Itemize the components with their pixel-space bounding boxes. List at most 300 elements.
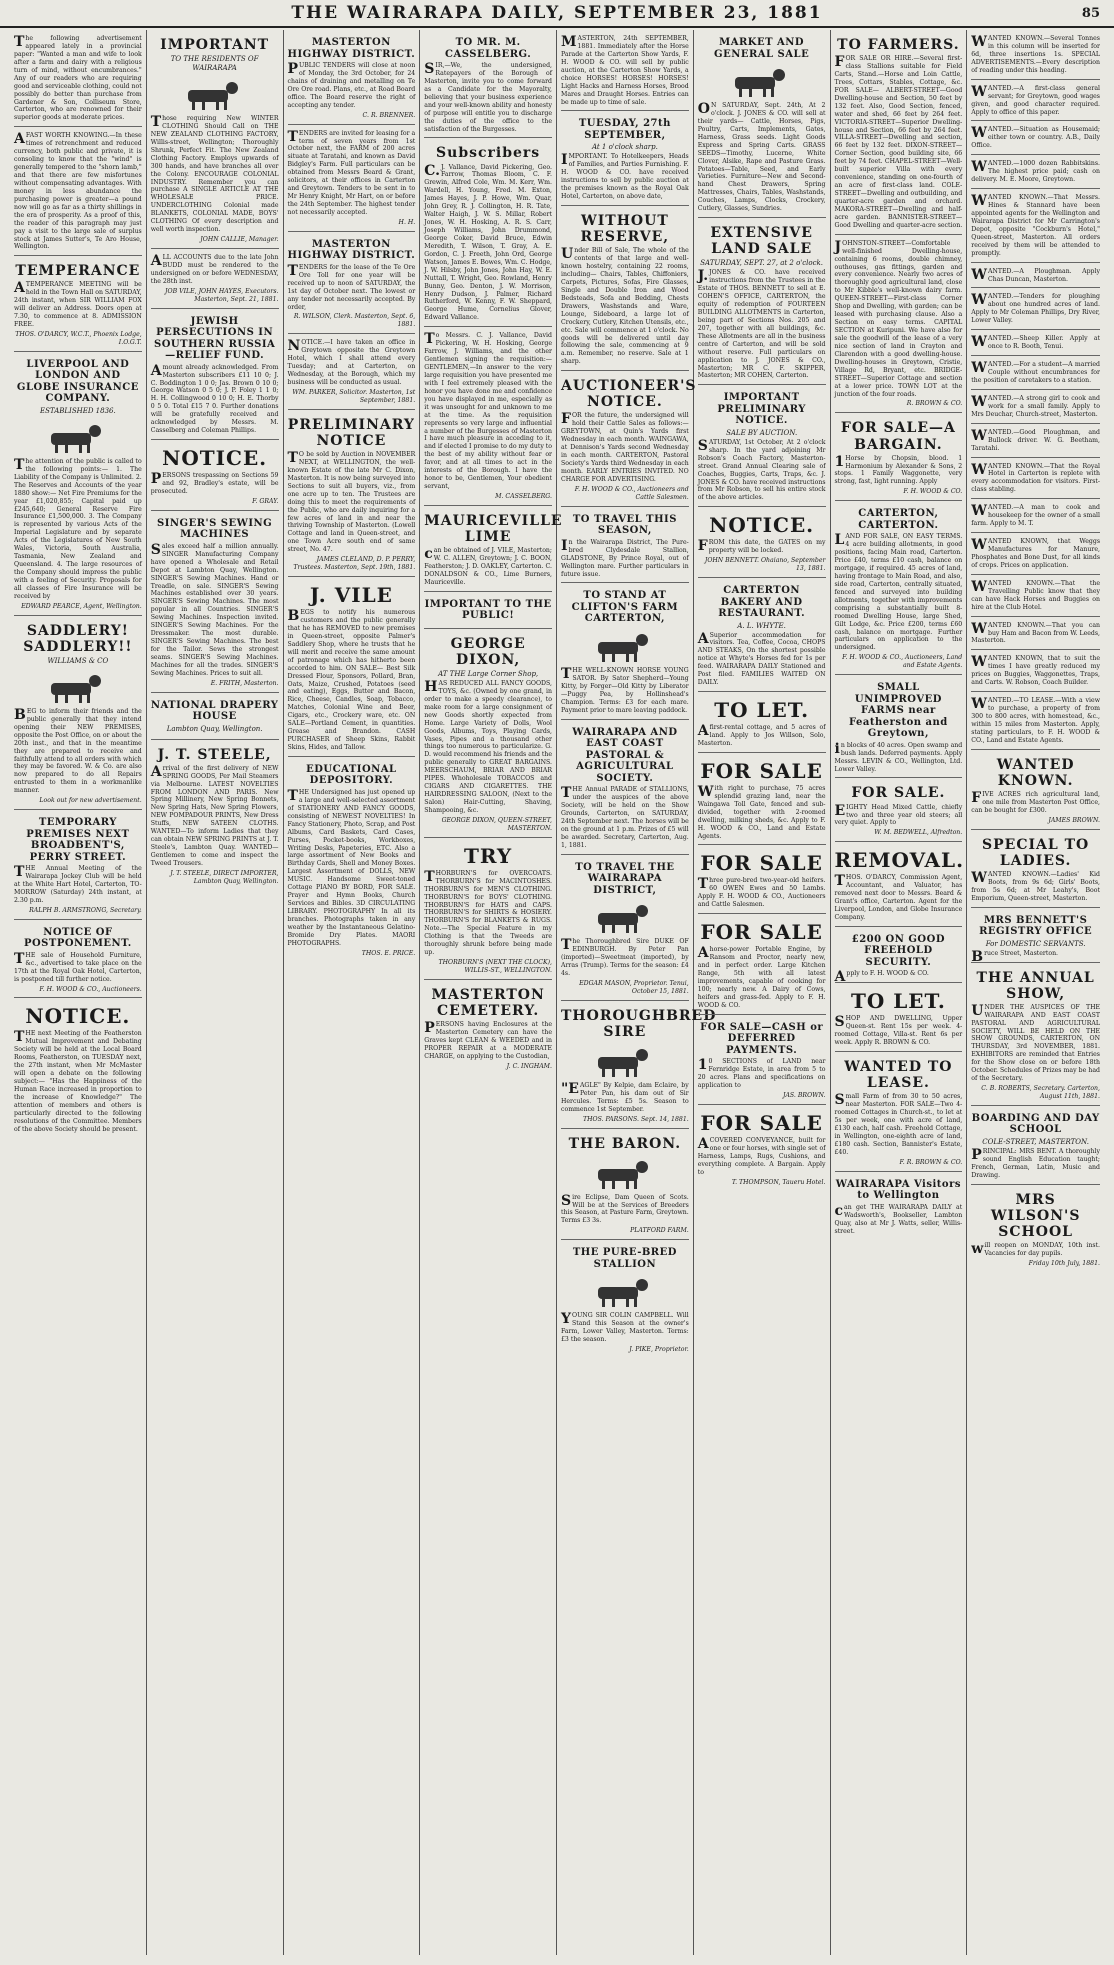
advertisement [288,32,416,125]
advertisement [288,127,416,232]
ad-signature: W. M. BEDWELL, Alfredton. [874,829,963,837]
ad-heading: MASTERTON HIGHWAY DISTRICT. [287,37,416,60]
ad-heading: FOR SALE—A BARGAIN. [840,420,956,453]
ad-body: ON SATURDAY, Sept. 24th, At 2 o'clock. J. JONES & CO. will sell at their yards— Cattle, Horses, Pigs, Poultry, Carts, Implements, Gates, Harness, Grass seeds. Light Goods Express and Spring Carts. GRASS SEEDS—Timothy, Lucerne, White Clover, Alsike, Rape and Pasture Grass. Potatoes—Table, Seed, and Early Varieties. Furniture—New and Second-hand Chest Drawers, Spring Mattresses, Chairs, Tables, Washstands, Couches, Lamps, Clocks, Crockery, Cutlery, Glasses, Sundries. [697,101,826,213]
ad-signature: EDWARD PEARCE, Agent, Wellington. [21,602,142,610]
advertisement [424,508,563,592]
ad-body: Afirst-rental cottage, and 5 acres of land. Apply to Jos Willson, Solo, Masterton. [697,723,826,747]
ad-heading: FOR SALE—CASH or DEFERRED PAYMENTS. [700,1021,824,1056]
ad-signature: JOB VILE, JOHN HAYES, Executors. Masterton, Sept. 21, 1881. [165,287,279,303]
ad-body: WANTED KNOWN, that to suit the times I have greatly reduced my prices on Buggies, Waggonettes, Traps, and Carts. W. Robson, Coach Builder. [971,654,1100,687]
ad-heading: WAIRARAPA Visitors to Wellington [835,1178,961,1202]
ad-body: Apply to F. H. WOOD & CO. [834,969,929,986]
advertisement [698,32,826,218]
engraving-illustration [43,419,113,455]
advertisement [835,1174,963,1240]
columns-container [10,30,1104,1955]
ad-heading: MASTERTON CEMETERY. [431,986,545,1020]
advertisement [835,415,963,501]
ad-heading: THE PURE-BRED STALLION [572,1247,677,1270]
advertisement [151,32,279,249]
advertisement [151,442,279,511]
ad-signature: JAS. BROWN. [782,1091,826,1099]
ad-body: SHOP AND DWELLING, Upper Queen-st. Rent 15s per week. 4-roomed Cottage, Villa-st. Rent 6s per week. Apply R. BROWN & CO. [834,1014,963,1047]
advertisement [971,265,1100,289]
ad-body: The attention of the public is called to the following points:— 1. The Liability of the Company is Unlimited. 2. The Reserves and Accounts of the year 1880 show:— Net Fire Premiums for the year £1,020,855; Capital paid up £245,640; General Reserve Fire Insurance £1,500,000. 3. The Company is represented by various Acts of the Imperial Legislature and by separate Acts of the Legislatures of New South Wales, Victoria, South Australia, Tasmania, New Zealand and Queensland. 4. The large resources of the Company should impress the public with a feeling of Security. Proposals for all classes of Fire Insurance will be received by [14,456,142,600]
advertisement [971,535,1100,575]
ad-body: 10 SECTIONS of LAND near Fernridge Estate, in area from 5 to 20 acres. Plans and specifications on application to [697,1057,826,1090]
advertisement [14,618,142,810]
column-5 [557,30,717,1955]
newspaper-title: THE WAIRARAPA DAILY, SEPTEMBER 23, 1881 [291,3,823,23]
advertisement [424,594,552,629]
advertisement [835,32,963,235]
ad-signature: RALPH B. ARMSTRONG, Secretary. [29,906,142,914]
advertisement [14,129,142,256]
advertisement [834,929,963,986]
ad-heading: PRELIMINARY NOTICE [287,416,415,449]
advertisement [698,1107,826,1191]
ad-body: WANTED.—TO LEASE.—With a view to purchase, a property of from 300 to 800 acres, with homestead, &c., within 15 miles from Masterton. Apply, stating particulars, to F. H. WOOD & CO., Land and Estate Agents. [971,696,1100,744]
column-6 [694,30,831,1955]
advertisement [971,619,1100,651]
ad-signature: F. H. WOOD & CO., Auctioneers and Cattle Salesmen. [574,485,689,501]
ad-subheading: SATURDAY, SEPT. 27, at 2 o'clock. [700,259,823,268]
ad-body: WANTED KNOWN.—Ladies' Kid Boots, from 9s 6d; Girls' Boots, from 5s 6d; at Mr Leahy's, Boot Emporium, Queen-street, Masterton. [971,869,1100,902]
ad-body: PRINCIPAL: MRS BENT. A thoroughly sound English Education taught; French, German, Latin, Music and Drawing. [971,1146,1100,1179]
ad-signature: R. WILSON, Clerk. Masterton, Sept. 6, 1881. [293,313,416,329]
ad-body: The following advertisement appeared lately in a provincial paper: "Wanted a man and wife to look after a farm and dairy with a religious turn of mind, without encumbrances." Any of our readers who are requiring good and serviceable clothing, could not possibly do better than purchase from Gardener & Son, Colliseum Store, Carterton, who are renowned for their superior goods at moderate prices. [14,34,142,122]
ad-body: FROM this date, the GATES on my property will be locked. [697,538,826,555]
ad-body: J.JONES & CO. have received instructions from the Trustees in the Estate of THOS. BENNETT to sell at E. COHEN'S OFFICE, CARTERTON, the equity of redemption of FOURTEEN BUILDING ALLOTMENTS in Carterton, being part of Sections Nos. 205 and 207, together with all buildings, &c. These Allotments are all in the business centre of Carterton, and will be sold without reserve. Full particulars on application to J. JONES & CO., Masterton; MR C. F. SKIPPER, Masterton; MR COHEN, Carterton. [697,268,826,380]
engraving-illustration [727,63,797,99]
advertisement [698,755,826,846]
ad-signature: F. H. WOOD & CO., Auctioneers, Land and Estate Agents. [842,654,963,670]
ad-body: AFAST WORTH KNOWING.—In these times of retrenchment and reduced currency, both public and private, it is consoling to know that the "wind" is generally tempered to the "shorn lamb," and that there are few misfortunes without compensating advantages. With money in less abundance the purchasing power is greater—a pound now will go as far as a thirty shillings in the era of prosperity. As a proof of this, the reader of this paragraph may just pay a visit to the large sale of surplus stock at James Sutter's, Te Aro House, Wellington. [14,131,142,251]
ad-body: THOS. O'DARCY, Commission Agent, Accountant, and Valuator, has removed next door to Messrs. Beard & Grant's office, Carterton. Agent for the Liverpool, London, and Globe Insurance Company. [834,873,963,921]
ad-signature: Friday 10th July, 1881. [1028,1259,1100,1267]
ad-subheading: WILLIAMS & CO [47,656,109,665]
advertisement [561,722,689,855]
ad-body: HAS REDUCED ALL FANCY GOODS, TOYS, &c. (Owned by one grand, in order to make a speedy clearance), to make room for a large consignment of new Goods shortly expected from Home. Large Variety of Dolls, Wool Goods, Albums, Toys, Playing Cards, Vases, Pipes and a thousand other things too numerous to particularize. G. D. would recommend his friends and the public generally to GREAT BARGAINS. MEERSCHAUM, BRIAR AND BRIAR PIPES. Whoholesale TOBACCOS and CIGARS AND CIGARETTES. THE HAIRDRESSING SALOON, (Next to the Salon) Hair-Cutting, Shaving, Shampooing, &c. [424,678,552,814]
ad-body: WANTED KNOWN.—Several Tonnes in this column will be inserted for 6d, three insertions 1s. SPECIAL ADVERTISEMENTS.—Every description of reading under this heading. [971,34,1100,74]
ad-subheading: For DOMESTIC SERVANTS. [985,939,1086,948]
column-2 [147,30,284,1955]
advertisement [14,1000,142,1137]
advertisement [14,258,142,352]
ad-body: C.J. Vallance, David Pickering, Geo. Farrow, Thomas Bloom, C. F. Grewin, Alfred Cole, Wm. M. Kerr, Wm. Wardell, H. Young, Fred. M. Exton, James Hayes, J. P. Howe, Wm. Quar, John Grey, R. J. Collington, H. R. Tate, Walter Haigh, J. W. S. Millar, Robert Jones, W. H. Hosking, A. R. S. Carr, Joseph Williams, John Drummond, George Coker, David Bruce, Edwin Meredith, T. Wilson, T. Gray, A. E. Gordon, C. J. Freeth, John Ord, George Watson, James E. Bowes, Wm. C. Hodge, J. W. Hilsby, John Jones, John Hay, W. E. Nuttall, T. Wright, Geo. Rowland, Henry Bunny, Geo. Denton, J. W. Morrison, Henry Dudson, J. Palmer, Richard Rutherford, W. Kenny, F. W. Sheppard, George Hume, Cornelius Glover, Edward Vallance. [424,162,552,322]
advertisement [424,140,552,327]
ad-heading: THE BARON. [568,1135,682,1152]
advertisement [971,290,1100,330]
ad-subheading: SALE BY AUCTION. [726,428,798,437]
engraving-illustration [590,1273,660,1309]
advertisement [971,752,1100,830]
ad-signature: JAMES CLELAND, D. P. PERRY, Trustees. Masterton, Sept. 19th, 1881. [293,556,416,572]
ad-body: 1Horse by Chopsin, blood. 1 Harmonium by Alexander & Sons, 2 stops. 1 Family Waggonette, very strong, fast, light running. Apply [834,453,963,486]
ad-body: THE Annual Meeting of the Wairarapa Jockey Club will be held at the White Hart Hotel, Carterton, TO-MORROW (Saturday) 24th instant, at 2.30 p.m. [14,864,142,904]
ad-heading: TO TRAVEL THE WAIRARAPA DISTRICT, [575,861,675,896]
ad-heading: MASTERTON HIGHWAY DISTRICT. [287,238,416,262]
advertisement [424,631,552,838]
ad-body: FOR the future, the undersigned will hold their Cattle Sales as follows:— GREYTOWN, at Quin's Yards first Wednesday in each month. WAINGAWA, at Dennison's Yards second Wednesday in each month. CARTERTON, Pastoral Society's Yards third Wednesday in each month. EARLY ENTRIES INVITED. NO CHARGE FOR ADVERTISING. [561,411,689,483]
ad-heading: EDUCATIONAL DEPOSITORY. [306,763,397,787]
ad-signature: Look out for new advertisement. [39,797,142,805]
ad-body: BEG to inform their friends and the public generally that they intend opening their NEW PREMISES, opposite the Post Office, on or about the 20th inst., and that in the meantime they are prepared to receive and faithfully attend to all orders with which they may be favored. W. & Co. are also now prepared to do all Repairs entrusted to them in a workmanlike manner. [14,706,142,795]
ad-signature: THOS. O'DARCY, W.C.T., Phoenix Lodge, I.O.G.T. [15,331,142,347]
ad-heading: J. T. STEELE, [157,746,272,763]
ad-signature: F. H. WOOD & CO. [903,488,963,496]
advertisement [835,985,963,1052]
advertisement [424,32,552,138]
advertisement [971,191,1100,263]
advertisement [971,123,1100,155]
ad-body: UNDER THE AUSPICES OF THE WAIRARAPA AND EAST COAST PASTORAL AND AGRICULTURAL SOCIETY, WILL BE HELD ON THE SHOW GROUNDS, CARTERTON, ON THURSDAY, 3rd NOVEMBER, 1881. EXHIBITORS are reminded that Entries for the Show close on or before 18th October. Schedules of Prizes may be had of the Secretary. [971,1002,1100,1083]
ad-signature: JAMES BROWN. [1048,816,1100,824]
ad-body: THE next Meeting of the Featherston Mutual Improvement and Debating Society will be held at the Local Board Rooms, Featherston, on TUESDAY next, the 27th instant, when Mr McMaster will open a debate on the following subject:— "Has the Happiness of the Human Race increased in proportion to the increase of Knowledge?" The attention of members and others is particularly directed to the following resolutions of the Committee. Members of the above Society should be present. [14,1029,142,1133]
ad-signature: R. BROWN & CO. [906,400,963,408]
advertisement [835,844,963,927]
advertisement [151,251,279,309]
ad-heading: NOTICE. [25,1004,131,1029]
ad-body: "EAGLE" By Kelpie, dam Eclaire, by Peter Pan, his dam out of Sir Hercules. Terms: £5 5s. Season to commence 1st September. [561,1080,689,1113]
ad-heading: EXTENSIVE LAND SALE [710,225,813,258]
ad-heading: LIVERPOOL AND LONDON AND GLOBE INSURANCE COMPANY. [16,358,139,405]
ad-heading: TO LET. [714,698,810,723]
ad-body: PERSONS trespassing on Sections 59 and 92, Bradley's estate, will be prosecuted. [150,471,279,495]
ad-body: WANTED.—A Ploughman. Apply Chas Duncan, Masterton. [971,266,1100,283]
ad-signature: M. CASSELBERG. [495,493,552,501]
advertisement [561,32,689,111]
ad-body: TO be sold by Auction in NOVEMBER NEXT, at WELLINGTON, the well-known Estate of the late Mr C. Dixon, Masterton. It is now being surveyed into Sections to suit all buyers, viz., from one acre up to ten. The Trustees are doing this to meet the requirements of the Public, who are daily inquiring for a few acres of land in and near the thriving Township of Masterton. (Lowell Cottage and land in Queen-street, and one Town Acre south end of same street, No. 47. [287,450,416,554]
ad-heading: WITHOUT RESERVE, [580,213,670,246]
ad-heading: TRY [464,843,513,868]
ad-signature: WM. PARKER, Solicitor. Masterton, 1st September, 1881. [292,388,416,404]
ad-body: WANTED.—Good Ploughman, and Bullock driver. W. G. Beetham, Taratahi. [971,427,1100,452]
advertisement [14,354,142,616]
ad-signature: JOHN CALLIE, Manager. [200,236,279,244]
ad-body: WANTED KNOWN.—That you can buy Ham and Bacon from W. Leeds, Masterton. [971,620,1100,645]
column-4 [420,30,563,1955]
ad-signature: E. FRITH, Masterton. [210,679,279,687]
ad-heading: FOR SALE [700,758,823,783]
ad-signature: EDGAR MASON, Proprietor. Tenui, October 15, 1881. [579,979,689,995]
ad-body: THE WELL-KNOWN HORSE YOUNG SATOR. By Sator Shepherd—Young Kitty, by Forger—Old Kitty by Liberator—Puggy Pea, by Hollinshead's Champion. Terms: £3 for each mare. Payment prior to mare leaving paddock. [561,665,689,714]
advertisement [424,982,552,1075]
advertisement [835,780,963,842]
ad-heading: THE ANNUAL SHOW, [976,969,1095,1002]
ad-subheading: AT THE Large Corner Shop, [438,670,539,679]
ad-body: NOTICE.—I have taken an office in Greytown opposite the Greytown Hotel, which I shall attend every Tuesday; and at Carterton, on Wednesday, at the Borough, which my business will be conducted as usual. [287,338,416,386]
advertisement [288,759,416,962]
ad-heading: FOR SALE. [851,785,946,802]
advertisement [561,585,689,719]
ad-heading: SINGER'S SEWING MACHINES [157,517,273,541]
ad-signature: J. PIKE, Proprietor. [629,1346,689,1354]
advertisement [698,509,826,578]
advertisement [151,695,279,740]
ad-body: FOR SALE OR HIRE.—Several first-class Stallions suitable for Field Carts, Stand.—Horse and Loin Cattle, Trees, Cottars, Stables, Cottage, &c. FOR SALE— ALBERT-STREET—Good Dwelling-house and Section, 50 feet by 132 feet. Also, Good Section, fenced, water and shed, 66 feet by 264 feet. VICTORIA-STREET—Superior Dwelling-house and Section, 66 feet by 264 feet. VILLA-STREET—Dwelling and section, 66 feet by 132 feet. DIXON-STREET—Corner Section, good building site, 66 feet by 74 feet. CHAPEL-STREET—Well-built superior Villa with every convenience, standing on one-fourth of an acre of first-class land. COLE-STREET—Dwelling and outbuilding, and quarter-acre garden and orchard. MAKORA-STREET—Dwelling and half-acre garden. BANNISTER-STREET—Good Dwelling and quarter-acre section. [834,54,963,229]
ad-body: Under Bill of Sale, The whole of the contents of that large and well-known hostelry, containing 22 rooms, including— Chairs, Tables, Chiffoniers, Carpets, Pictures, Sofas, Fire Glasses, Single and Double Iron and Wood Bedsteads, Sofa and Bedding, Chests Drawers, Washstands and Ware, Lounge, Sideboard, a large lot of Crockery, Cutlery, Kitchen Utensils, etc., etc. Sale will commence at 1 o'clock. No goods will be delivered until day following the sale, commencing at 9 a.m. Remember, no reserve. Sale at 1 sharp. [561,246,689,366]
ad-signature: THORBURN'S (NEXT THE CLOCK), WILLIS-ST., WELLINGTON. [438,959,552,975]
ad-body: JOHNSTON-STREET—Comfortable well-finished Dwelling-house, containing 6 rooms, double chimney, outhouses, gas fittings, garden and every convenience. Nearly two acres of thoroughly good agricultural land, close to Mr Kibble's well-known dairy farm. QUEEN-STREET—First-class Corner Shop and Dwelling, with garden; can be leased with purchasing clause. Also a Section on easy terms. CAPITAL SECTION at Kuripuni. We have also for sale the goodwill of the lease of a very nice section of land in Crayton and Clarendon with a good dwelling-house. Dwelling-houses in Greytown, Cristie, Village Rd, Bryant, etc. BRIDGE-STREET—Superior Cottage and section at a lower price. TOWN LOT at the junction of the four roads. [834,238,963,398]
ad-body: THE Annual PARADE of STALLIONS, under the auspices of the above Society, will be held on the Show Grounds, Carterton, on SATURDAY, 24th September next. The horses will be on the ground at 1 p.m. Prizes of £5 will be awarded. Secretary, Carterton, Aug. 1, 1881. [561,785,689,849]
ad-body: Three pure-bred two-year-old heifers. 60 OWEN Ewes and 50 Lambs. Apply F. H. WOOD & CO., Auctioneers and Cattle Salesmen. [697,876,826,909]
ad-heading: NATIONAL DRAPERY HOUSE [150,699,279,723]
ad-body: Bruce Street, Masterton. [971,948,1059,965]
ad-signature: F. R. BROWN & CO. [899,1158,963,1166]
ad-signature: PLATFORD FARM. [630,1227,689,1235]
ad-heading: FOR SALE [700,920,823,945]
masthead [0,0,1114,28]
ad-heading: MARKET AND GENERAL SALE [714,37,810,60]
advertisement [561,1242,689,1358]
advertisement [14,922,142,999]
ad-heading: THOROUGHBRED SIRE [561,1007,717,1040]
advertisement [698,916,826,1015]
ad-heading: IMPORTANT TO THE PUBLIC! [424,598,552,622]
advertisement [971,910,1100,963]
advertisement [561,509,689,584]
ad-body: Small Farm of from 30 to 50 acres, near Masterton. FOR SALE—Two 4-roomed Cottages in Church-st., to let at 5s per week, one with acre of land, £130 each, half cash. Freehold Cottage, in Wellington, one-eighth acre of land, £180 cash. Section, Bannister's Estate, £40. [834,1092,963,1156]
advertisement [835,677,963,778]
advertisement [971,501,1100,533]
ad-heading: BOARDING AND DAY SCHOOL [971,1112,1100,1136]
ad-body: MASTERTON, 24th SEPTEMBER, 1881. Immediately after the Horse Parade at the Carterton Show Yards, F. H. WOOD & CO. will sell by public auction, at the Carterton Show Yards, a choice HORSES! HORSES! HORSES! Light Hacks and Harness Horses, Brood Mares and Draught Horses. Entries can be made up to time of sale. [561,34,689,106]
ad-body: PERSONS having Enclosures at the Masterton Cemetery can have the Graves kept CLEAN & WEEDED and in PROPER REPAIR at a MODERATE CHARGE, on applying to the Custodian, [424,1020,552,1060]
ad-body: ASuperior accommodation for visitors. Tea, Coffee, Cocoa, CHOPS AND STEAKS, On the shortest possible notice at Whyte's Horses fed for 1s per feed. WAIRARAPA DAILY Stationed and Post filed. FAMILIES WAITED ON DAILY. [697,630,826,687]
advertisement [288,579,416,757]
ad-heading: TEMPERANCE [15,263,141,280]
ad-signature: T. THOMPSON, Taueru Hotel. [731,1178,826,1186]
ad-signature: C. R. BRENNER. [362,111,416,119]
advertisement [561,1003,717,1129]
advertisement [971,652,1100,692]
advertisement [971,1108,1100,1185]
advertisement [698,387,826,507]
ad-body: YOUNG SIR COLIN CAMPBELL. Will Stand this Season at the owner's Farm, Lower Valley, Masterton. Terms: £3 the season. [561,1311,689,1344]
advertisement [971,157,1100,189]
ad-body: With right to purchase, 75 acres splendid grazing land, near the Waingawa Toll Gate, fenced and sub-divided, together with 2-roomed dwelling, milking sheds, &c. Apply to F. H. WOOD & CO., Land and Estate Agents. [697,783,826,840]
ad-heading: FOR SALE [700,1110,823,1135]
ad-heading: NOTICE. [709,513,815,538]
ad-body: SIR,—We, the undersigned, Ratepayers of the Borough of Masterton, invite you to come forward as a Candidate for the Mayoralty, believing that your business experience and your well-known ability and honesty of purpose will entitle you to discharge the duties of the office to the satisfaction of the Burgesses. [424,61,552,133]
ad-body: IMPORTANT. To Hotelkeepers, Heads of Families, and Parties Furnishing. F. H. WOOD & CO. have received instructions to sell by public auction at the premises known as the Royal Oak Hotel, Carterton, on above date, [561,152,689,201]
ad-body: WANTED KNOWN, that Weggs Manufactures for Manure, Phosphates and Bone Dust, for all kinds of crops. Prices on application. [971,537,1100,569]
ad-body: WANTED.—1000 dozen Rabbitskins. The highest price paid; cash on delivery. M. E. Moore, Greytown. [971,159,1100,184]
ad-heading: TO MR. M. CASSELBERG. [445,37,532,60]
engraving-illustration [590,1043,660,1079]
engraving-illustration [180,76,250,112]
ad-heading: GEORGE DIXON, [450,635,526,668]
ad-heading: CARTERTON, CARTERTON. [858,508,939,531]
ad-signature: J. C. INGHAM. [506,1062,552,1070]
advertisement [971,577,1100,617]
ad-body: SATURDAY, 1st October, At 2 o'clock sharp. In the yard adjoining Mr Robson's Coach Factory, Masterton-street. Grand Annual Clearing sale of Coaches, Buggies, Carts, Traps, &c. J. JONES & CO. have received instructions from Mr Robson, to sell his entire stock of the above articles. [697,437,826,502]
ad-subheading: Lambton Quay, Wellington. [166,724,263,733]
ad-body: Arrival of the first delivery of NEW SPRING GOODS, Per Mail Steamers via Melbourne. LATEST NOVELTIES FROM LONDON AND PARIS. New Spring Millinery, New Spring Bonnets, New Spring Hats, New Spring Flowers, NEW POMPADOUR PRINTS, New Dress Stuffs, NEW SATEEN CLOTHS. WANTED—To inform Ladies that they can obtain NEW SPRING PRINTS at J. T. Steele's, Lambton Quay. WANTED—Gentlemen to come and inspect the Tweed Trousers. [150,763,279,867]
ad-heading: MRS WILSON'S SCHOOL [990,1191,1081,1240]
ad-heading: NOTICE OF POSTPONEMENT. [23,926,132,950]
ad-heading: TO STAND AT CLIFTON'S FARM CARTERTON, [571,590,679,625]
advertisement [698,220,826,385]
ad-signature: F. GRAY. [252,497,279,505]
advertisement [835,503,963,675]
ad-body: WANTED.—Tenders for ploughing about one hundred acres of land. Apply to Mr Coleman Phillips, Dry River, Lower Valley. [971,292,1100,325]
engraving-illustration [590,628,660,664]
ad-heading: TO LET. [850,989,946,1014]
ad-subheading: At 1 o'clock sharp. [591,143,658,152]
ad-body: TENDERS for the lease of the Te Ore Ore Toll for one year will be received up to noon of SATURDAY, the 1st day of October next. The lowest or any tender not necessarily accepted. By order, [287,262,416,311]
ad-body: WANTED KNOWN.—That Messrs. Hines & Stannard have been appointed agents for the Wellington and Wairarapa District for Mr Carrington's Depot, opposite "Cockburn's Hotel," Queen-street, Masterton. All orders received by them will be attended to promptly. [971,193,1100,257]
ad-body: can be obtained of J. VILE, Masterton; W. C. ALLEN, Greytown; J. C. BOON, Featherston; J. D. OAKLEY, Carterton. C. DONALDSON & CO., Lime Burners, Mauriceville. [424,546,552,586]
ad-subheading: COLE-STREET, MASTERTON. [982,1137,1089,1146]
advertisement [288,412,416,577]
ad-signature: J. T. STEELE, DIRECT IMPORTER, Lambton Quay, Wellington. [170,869,279,885]
ad-heading: WANTED KNOWN. [996,756,1075,789]
advertisement [561,373,697,507]
ad-body: WANTED.—A first-class general servant; for Greytown, good wages given, and good character required. Apply to office of this paper. [971,83,1100,116]
ad-subheading: ESTABLISHED 1836. [40,406,116,415]
ad-body: FIVE ACRES rich agricultural land, one mile from Masterton Post Office, can be bought for £300. [971,789,1100,814]
ad-heading: SMALL UNIMPROVED FARMS near Featherston and Greytown, [848,682,948,740]
ad-heading: TO FARMERS. [837,37,960,53]
ad-body: LAND FOR SALE, ON EASY TERMS. 4 acre building allotments, in good positions, facing Main road, Carterton. Price £40, terms £10 cash, balance on mortgage, if required. 45 acres of land, having frontage to Main Road, and also, side road, Carterton, centrally situated, fenced and surveyed into building allotments, together with improvements comprising a substantially built 8-roomed Dwelling House, large Shed, Gilt Lodge, &c. Price £200, terms £60 cash, balance on mortgage. Further particulars on application to the undersigned. [834,532,963,652]
ad-signature: GEORGE DIXON, QUEEN-STREET, MASTERTON. [441,816,552,832]
ad-body: WANTED.—A man to cook and housekeep for the owner of a small farm. Apply to M. T. [971,503,1100,528]
ad-body: THORBURN'S for OVERCOATS. THORBURN'S for MACINTOSHES. THORBURN'S for MEN'S CLOTHING. THORBURN'S for BOYS' CLOTHING. THORBURN'S for HATS and CAPS. THORBURN'S for SHIRTS & HOSIERY. THORBURN'S for BLANKETS & RUGS. Note.—The Special Feature in my Clothing is that the Tweeds are thoroughly shrunk before being made up. [424,868,552,957]
ad-heading: J. VILE [309,583,393,608]
advertisement [698,847,826,914]
ad-body: WANTED KNOWN.—That the Royal Hotel in Carterton is replete with every accommodation for visitors. First-class stabling. [971,461,1100,494]
ad-heading: TO TRAVEL THIS SEASON, [572,513,677,537]
advertisement [151,513,279,693]
advertisement [151,742,279,890]
ad-body: ALL ACCOUNTS due to the late John BUDD must be rendered to the undersigned on or before WEDNESDAY, the 28th inst. [150,253,279,285]
advertisement [698,1017,826,1105]
ad-body: Sire Eclipse, Dam Queen of Scots. Will be at the Services of Breeders this Season, at Pasture Farm, Greytown. Terms £3 3s. [561,1192,689,1225]
column-7 [831,30,968,1955]
engraving-illustration [590,1155,660,1191]
advertisement [971,965,1100,1106]
ad-body: will reopen on MONDAY, 10th inst. Vacancies for day pupils. [971,1240,1100,1257]
advertisement [971,358,1100,390]
ad-body: TENDERS are invited for leasing for a term of seven years from 1st October next, the FARM of 200 acres situate at Taratahi, and known as David Bidgley's Farm. Full particulars can be obtained from Messrs Beard & Grant, solicitors, at their offices in Carterton and Greytown. Tenders to be sent in to Mr Henry Knight, Mr Hart, on or before the 24th September. The highest tender not necessarily accepted. [287,128,416,216]
ad-signature: H. H. [398,218,416,226]
advertisement [561,1131,689,1241]
ad-body: in blocks of 40 acres. Open swamp and bush lands. Deferred payments. Apply Messrs. LEVIN & CO., Wellington, Ltd. Lower Valley. [834,740,963,773]
ad-heading: WANTED TO LEASE. [844,1059,953,1092]
ad-heading: SPECIAL TO LADIES. [982,836,1090,869]
advertisement [971,832,1100,908]
column-3 [284,30,421,1955]
ad-body: WANTED.—A strong girl to cook and work for a small family. Apply to Mrs Deuchar, Church-street, Masterton. [971,393,1100,418]
page-number: 85 [1081,5,1100,21]
ad-body: WANTED KNOWN.—That the Travelling Public know that they can have Hack Horses and Buggies on hire at the Club Hotel. [971,578,1100,611]
advertisement [971,1187,1100,1272]
ad-subheading: TO THE RESIDENTS OF WAIRARAPA [170,55,259,73]
ad-body: BEGS to notify his numerous customers and the public generally that he has REMOVED to new premises in Queen-street, opposite Palmer's Saddlery Shop, where he trusts that he will merit and receive the same amount of patronage which has hitherto been accorded to him. ON SALE— Best Silk Dressed Flour, Sponsors, Pollard, Bran, Oats, Maize, Crushed, Potatoes (seed and eating), Eggs, Butter and Bacon, Rice, Cheese, Candles, Soap, Tobacco, Matches, Colonial Wine and Beer, Cigars, etc., Crockery ware, etc. ON SALE—Portland Cement, in quantities. Grease and Brandon. CASH PURCHASER of Sheep Skins, Rabbit Skins, Hides, and Tallow. [287,608,416,751]
ad-body: In the Wairarapa District, The Pure-bred Clydesdale Stallion, GLADSTONE, By Prince Royal, out of Wellington mare. Further particulars in future issue. [561,537,689,578]
advertisement [971,332,1100,356]
advertisement [971,82,1100,122]
ad-signature: THOS. E. PRICE. [361,949,416,957]
ad-heading: REMOVAL. [834,848,965,873]
advertisement [561,857,689,1001]
advertisement [835,237,963,414]
ad-heading: TUESDAY, 27th SEPTEMBER, [578,118,671,141]
advertisement [561,208,689,371]
advertisement [561,113,689,206]
ad-heading: £200 ON GOOD FREEHOLD SECURITY. [851,933,946,968]
ad-heading: AUCTIONEER'S NOTICE. [561,378,697,411]
column-1 [10,30,147,1955]
ad-heading: JEWISH PERSECUTIONS IN SOUTHERN RUSSIA—RELIEF FUND. [153,315,276,362]
advertisement [971,460,1100,500]
ad-body: PUBLIC TENDERS will close at noon of Monday, the 3rd October, for 24 chains of draining and metalling on Te Ore Ore road. Plans, etc., at Road Board office. The Board reserve the right of accepting any tender. [287,61,416,109]
ad-heading: WAIRARAPA AND EAST COAST PASTORAL & AGRICULTURAL SOCIETY. [572,726,678,784]
ad-body: Sales exceed half a million annually. SINGER Manufacturing Company have opened a Wholesale and Retail Depot at Lambton Quay, Wellington. SINGER'S Sewing Machines. Hand or Treadle, on sale. SINGER'S Sewing Machines established over 30 years. SINGER'S Sewing Machines. The most popular in all Countries. SINGER'S Sewing Machines. Inspection invited. SINGER'S Sewing Machines. For the Dressmaker. The most durable. SINGER'S Sewing Machines. The best for the Tailor. Sews the strongest seams. SINGER'S Sewing Machines. Machines for all the trades. SINGER'S Sewing Machines. Prices to suit all. [150,541,279,677]
ad-body: WANTED.—Sheep Killer. Apply at once to R. Booth, Tenui. [971,334,1100,351]
ad-signature: JOHN BENNETT. Ohaiano, September 13, 1881. [704,557,826,573]
ad-body: Ahorse-power Portable Engine, by Ransom and Proctor, nearly new, and in perfect order. Large Kitchen Range, 5th with all latest improvements, capable of cooking for 100; nearly new. A Dairy of Cows, heifers and grass-fed. Apply to F. H. WOOD & CO. [697,945,826,1009]
ad-heading: IMPORTANT [160,37,270,53]
ad-heading: Subscribers [436,145,541,162]
advertisement [288,234,416,335]
advertisement [14,32,142,127]
ad-body: WANTED.—Situation as Housemaid; either town or country. A.B., Daily Office. [971,125,1100,150]
ad-body: THE Undersigned has just opened up a large and well-selected assortment of STATIONERY AND FANCY GOODS, consisting of NEWEST NOVELTIES! In Fancy Stationery, Photo, Scrap, and Post Albums, Card Baskets, Card Cases, Purses, Pocket-books, Workboxes, Writing Desks, Papeteries, ETC. Also a large assortment of New Books and Birthday Cards, Shell and Money Boxes. Largest Assortment of DOLLS, NEW MUSIC. Handsome Sweet-toned Cottage PIANO BY BORD, FOR SALE. Prayer and Hymn Books, Church Services and Bibles. 3D CIRCULATING LIBRARY. PHOTOGRAPHY In all its branches. Photographs taken in any weather by the Instantaneous Gelatino-Bromide Dry Plates. MAORI PHOTOGRAPHS. [287,787,416,947]
ad-heading: SADDLERY! SADDLERY!! [23,622,133,655]
ad-heading: MRS BENNETT'S REGISTRY OFFICE [979,914,1093,938]
ad-body: To Messrs. C. J. Vallance, David Pickering, W. H. Hosking, George Farrow, J. Williams, and the other Gentlemen signing the requisition:— GENTLEMEN,—In answer to the very large requisition you have presented me with I feel extremely pleased with the honor you have done me and confidence you have displayed in me, especially as it was unsought for and unknown to me at the time. As the requisition represents so very large and influential a number of the Burgesses of Masterton I have much pleasure in acceding to it, and if elected I promise to do my duty to the best of my ability without fear or favor, and at all times to act in the interests of the Borough. I have the honor to be, Gentlemen, Your obedient servant, [424,331,552,491]
advertisement [971,694,1100,750]
ad-heading: NOTICE. [162,446,268,471]
column-8 [967,30,1104,1955]
advertisement [424,329,552,506]
advertisement [971,392,1100,424]
advertisement [288,336,416,410]
ad-heading: IMPORTANT PRELIMINARY NOTICE. [717,392,806,427]
engraving-illustration [590,899,660,935]
ad-body: The Thoroughbred Sire DUKE OF EDINBURGH. By Peter Pan (imported)—Sweetmeat (imported), by Arras (Trump). Terms for the season: £4 4s. [561,937,689,977]
ad-heading: CARTERTON BAKERY AND RESTAURANT. [718,585,806,620]
ad-signature: THOS. PARSONS. Sept. 14, 1881. [583,1115,689,1123]
ad-body: Those requiring New WINTER CLOTHING Should Call on THE NEW ZEALAND CLOTHING FACTORY, Willis-street, Wellington; Thoroughly Shrunk, Perfect Fit. The New Zealand Clothing Factory. Employs upwards of 300 hands, and have branches all over the Colony. ENCOURAGE COLONIAL INDUSTRY. Remember you can purchase A SINGLE ARTICLE AT THE WHOLESALE PRICE. UNDERCLOTHING Colonial made BLANKETS, COLONIAL MADE, BOYS' CLOTHING Of every description and well worth inspection. [150,114,279,234]
ad-body: THE sale of Household Furniture, &c., advertised to take place on the 17th at the Royal Oak Hotel, Carterton, is postponed till further notice. [14,950,142,983]
ad-heading: MAURICEVILLE LIME [424,512,563,546]
advertisement [971,426,1100,458]
ad-body: ACOVERED CONVEYANCE, built for one or four horses, with single set of Harness, Lamps, Rugs, Cushions, and everything complete. A Bargain. Apply to [697,1135,826,1176]
advertisement [835,1054,963,1172]
ad-signature: C. B. ROBERTS, Secretary. Carterton, August 11th, 1881. [981,1085,1100,1101]
advertisement [971,32,1100,80]
ad-body: ATEMPERANCE MEETING will be held in the Town Hall on SATURDAY, 24th instant, when SIR WILLIAM FOX will deliver an Address. Doors open at 7.30, to commence at 8. ADMISSION FREE. [14,280,142,329]
ad-body: can get THE WAIRARAPA DAILY at Wadsworth's, Bookseller, Lambton Quay, also at Mr J. Watts, seller, Willis-street. [834,1202,963,1235]
advertisement [14,812,142,920]
ad-body: EIGHTY Head Mixed Cattle, chiefly two and three year old steers; all very quiet. Apply to [834,802,963,827]
ad-body: WANTED.—For a student—A married Couple without encumbrances for the position of caretakers to a station. [971,360,1100,384]
ad-body: Amount already acknowledged. From Masterton subscribers £11 10 0; J. C. Boddington 1 0 0; Jas. Brown 0 10 0; George Watson 0 5 0; J. P. Foley 1 1 0; H. H. Collingwood 0 10 0; H. E. Thorby 0 5 0. Total £15 7 0. Further donations will be gratefully received and acknowledged by Messrs. M. Casselberg and Coleman Phillips. [150,362,279,435]
engraving-illustration [43,669,113,705]
ad-heading: TEMPORARY PREMISES NEXT BROADBENT'S, PERRY STREET. [26,817,130,863]
advertisement [424,840,552,980]
advertisement [151,311,279,440]
ad-subheading: A. L. WHYTE. [737,621,786,630]
advertisement [698,694,826,753]
ad-signature: F. H. WOOD & CO., Auctioneers. [39,985,142,993]
advertisement [698,580,826,692]
